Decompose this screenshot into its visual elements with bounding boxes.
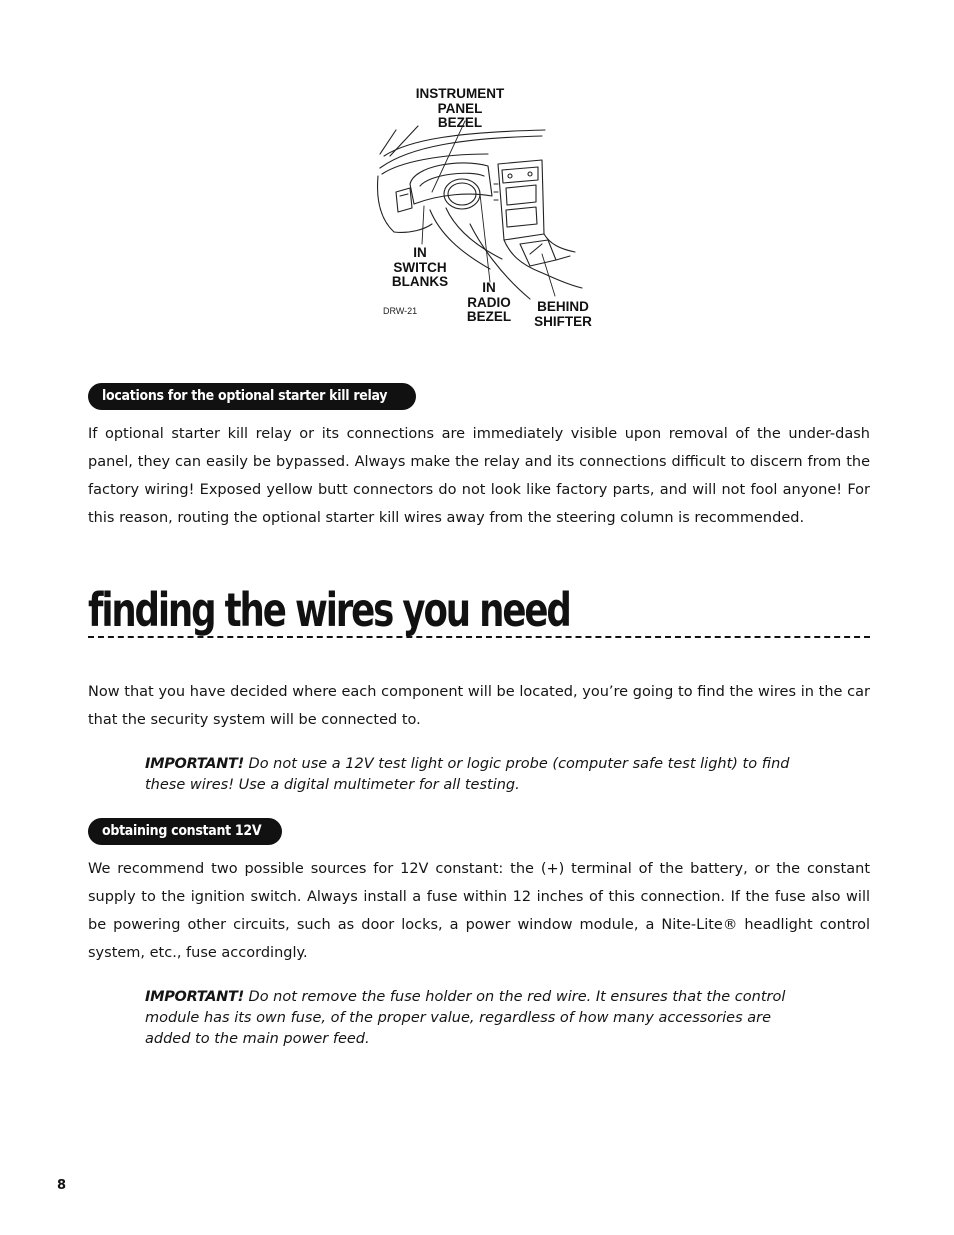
important-note-text: Do not remove the fuse holder on the red wire. It ensures that the control module has its own fuse, of the proper value, regardless of how many accessories are added to the main power feed. xyxy=(145,989,786,1047)
label-in-switch-blanks: IN SWITCH BLANKS xyxy=(391,245,449,289)
label-instrument-panel-bezel: INSTRUMENT PANEL BEZEL xyxy=(415,86,505,130)
heading-dashed-rule xyxy=(88,636,870,638)
section-title-starter-kill-relay: locations for the optional starter kill relay xyxy=(88,383,416,410)
label-in-radio-bezel: IN RADIO BEZEL xyxy=(466,280,512,324)
page-number: 8 xyxy=(57,1178,67,1193)
important-keyword: IMPORTANT! xyxy=(145,989,244,1005)
important-note-text: Do not use a 12V test light or logic probe (computer safe test light) to find these wires! Use a digital multimeter for all testing. xyxy=(145,756,790,793)
important-note-test-light xyxy=(145,754,815,796)
starter-kill-relay-paragraph: If optional starter kill relay or its connections are immediately visible upon removal of the under-dash panel, they can easily be bypassed. Always make the relay and its connections difficult to discern from the factory wiring! Exposed yellow butt connectors do not look like factory parts, and will not fool anyone! For this reason, routing the optional starter kill wires away from the steering column is recommended. xyxy=(88,426,870,526)
dashboard-figure xyxy=(370,84,610,334)
important-note-fuse-holder xyxy=(145,987,815,1050)
intro-paragraph: Now that you have decided where each component will be located, you’re going to find the wires in the car that the security system will be connected to. xyxy=(88,684,870,728)
important-keyword: IMPORTANT! xyxy=(145,756,244,772)
constant-12v-paragraph: We recommend two possible sources for 12V constant: the (+) terminal of the battery, or the constant supply to the ignition switch. Always install a fuse within 12 inches of this connection. If the fuse also will be powering other circuits, such as door locks, a power window module, a Nite-Lite® headlight control system, etc., fuse accordingly. xyxy=(88,861,870,961)
page-heading: finding the wires you need xyxy=(88,583,570,637)
drawing-code: DRW-21 xyxy=(383,306,418,316)
section-title-constant-12v: obtaining constant 12V xyxy=(88,818,282,845)
heading-block xyxy=(88,578,870,642)
label-behind-shifter: BEHIND SHIFTER xyxy=(534,299,592,329)
